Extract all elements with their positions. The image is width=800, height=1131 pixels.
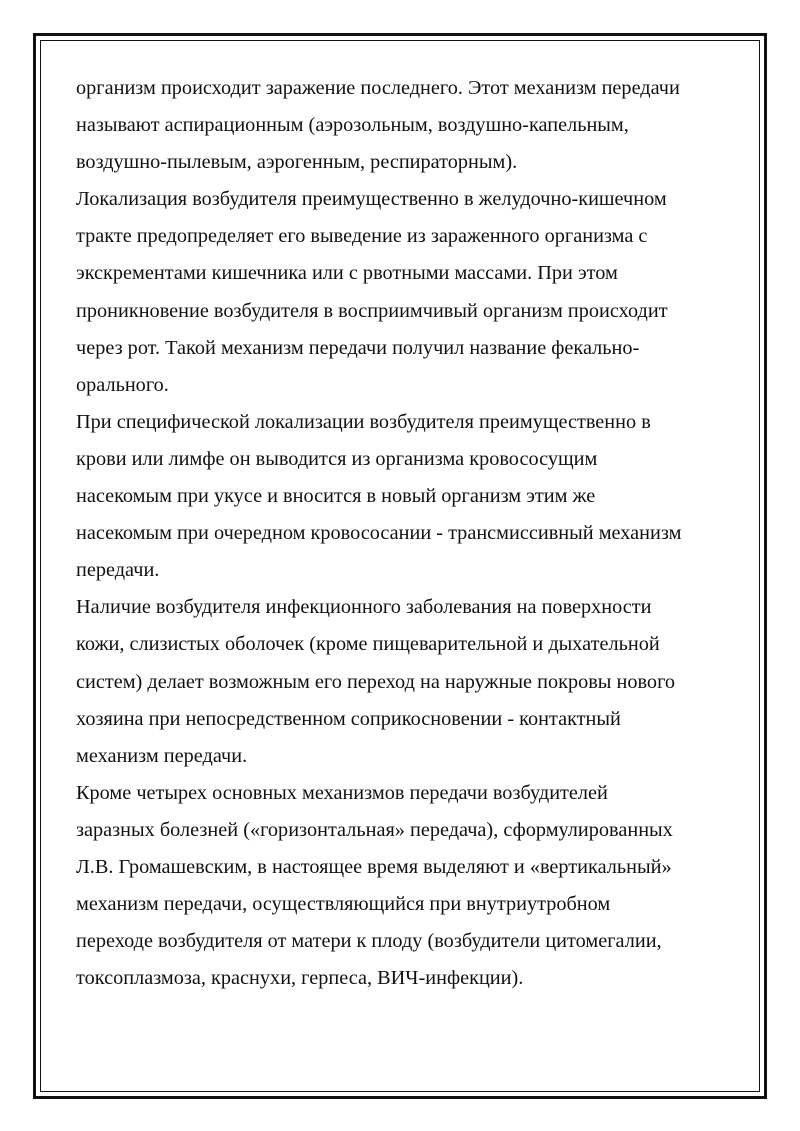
text-line: Локализация возбудителя преимущественно в желудочно-кишечном [76, 188, 667, 211]
text-line: воздушно-пылевым, аэрогенным, респираторным). [76, 151, 518, 174]
text-line: через рот. Такой механизм передачи получил название фекально- [76, 336, 640, 359]
text-line: называют аспирационным (аэрозольным, воздушно-капельным, [76, 114, 629, 137]
text-line: экскрементами кишечника или с рвотными массами. При этом [76, 262, 618, 285]
text-line: насекомым при очередном кровососании - трансмиссивный механизм [76, 522, 682, 545]
text-line: систем) делает возможным его переход на наружные покровы нового [76, 670, 676, 693]
text-line: тракте предопределяет его выведение из зараженного организма с [76, 225, 648, 248]
text-line: токсоплазмоза, краснухи, герпеса, ВИЧ-инфекции). [76, 967, 524, 990]
text-line: При специфической локализации возбудителя преимущественно в [76, 410, 651, 433]
text-line: заразных болезней («горизонтальная» передача), сформулированных [76, 818, 673, 841]
text-line: организм происходит заражение последнего. Этот механизм передачи [76, 77, 680, 99]
text-line: проникновение возбудителя в восприимчивый организм происходит [76, 299, 668, 322]
text-line: орального. [76, 373, 169, 396]
text-line: механизм передачи. [76, 744, 248, 767]
text-line: переходе возбудителя от матери к плоду (возбудители цитомегалии, [76, 930, 662, 953]
document-body [76, 70, 736, 997]
text-line: хозяина при непосредственном соприкосновении - контактный [76, 707, 621, 730]
text-line: Кроме четырех основных механизмов передачи возбудителей [76, 781, 608, 804]
text-line: механизм передачи, осуществляющийся при внутриутробном [76, 893, 611, 916]
text-line: крови или лимфе он выводится из организма кровососущим [76, 447, 598, 470]
text-line: Л.В. Громашевским, в настоящее время выделяют и «вертикальный» [76, 855, 672, 878]
text-line: передачи. [76, 559, 160, 582]
text-line: Наличие возбудителя инфекционного заболевания на поверхности [76, 596, 652, 619]
text-line: кожи, слизистых оболочек (кроме пищеварительной и дыхательной [76, 633, 660, 656]
text-line: насекомым при укусе и вносится в новый организм этим же [76, 485, 596, 508]
